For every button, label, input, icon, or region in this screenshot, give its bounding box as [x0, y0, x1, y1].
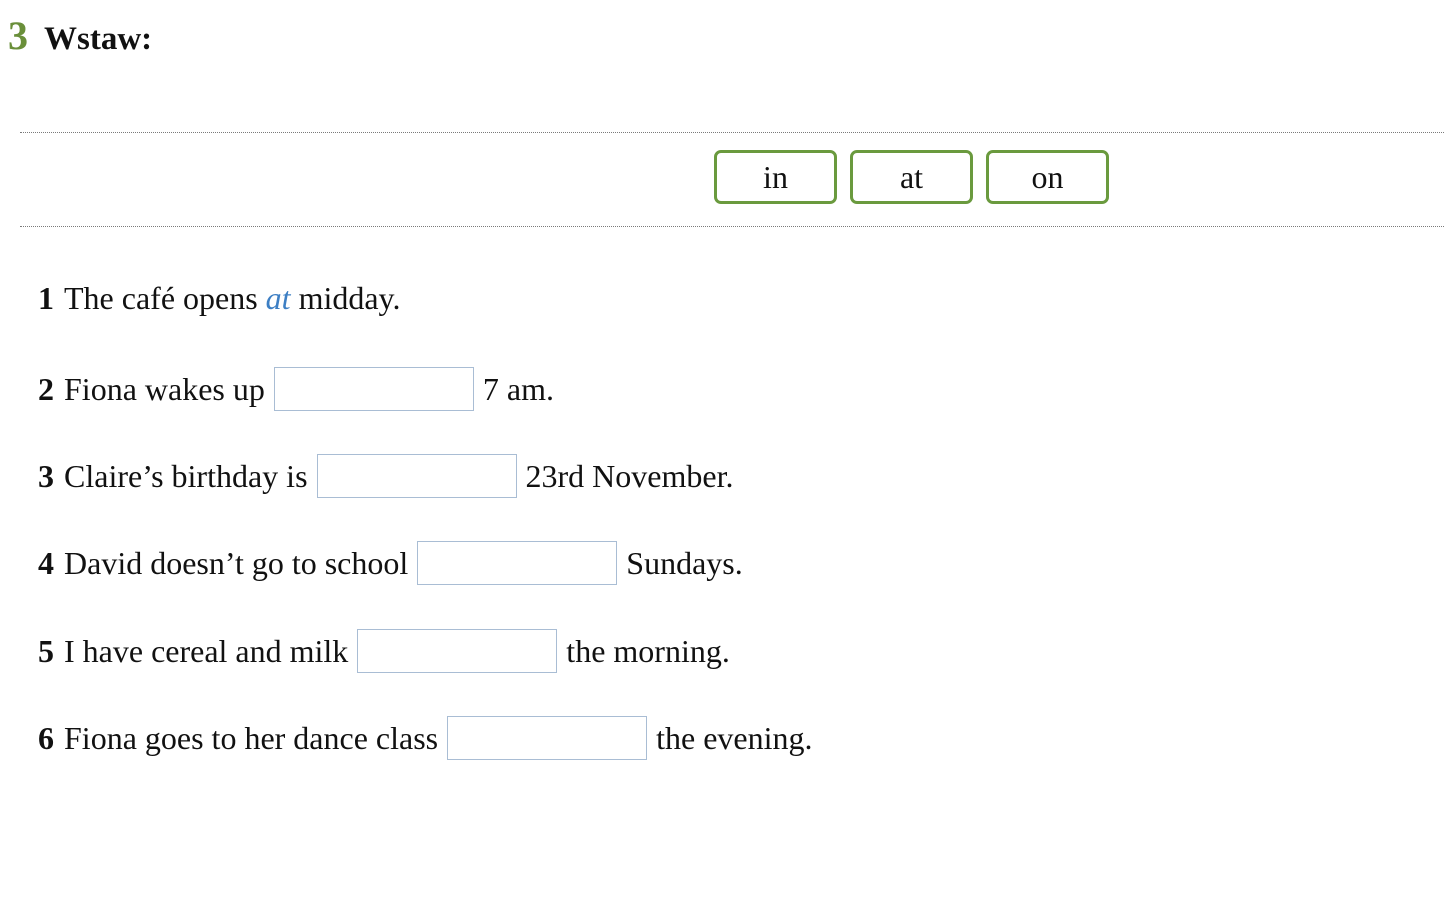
answer-gap-3[interactable]	[317, 454, 517, 498]
word-chip-at[interactable]: at	[850, 150, 973, 204]
sentence-text-after: Sundays.	[626, 544, 743, 581]
sentence-4	[38, 541, 743, 585]
sentence-text-before: The café opens	[64, 279, 258, 316]
sentence-text-after: 7 am.	[482, 370, 554, 407]
sentence-number: 3	[38, 457, 54, 494]
answer-gap-2[interactable]	[274, 367, 474, 411]
sentence-text-before: David doesn’t go to school	[64, 544, 409, 581]
sentence-5	[38, 629, 730, 673]
sentence-text-before: Fiona goes to her dance class	[64, 719, 439, 756]
sentence-2	[38, 367, 554, 411]
sentence-text-before: I have cereal and milk	[64, 632, 349, 669]
exercise-number: 3	[8, 13, 28, 58]
sentence-text-before: Claire’s birthday is	[64, 457, 308, 494]
sentence-text-before: Fiona wakes up	[64, 370, 265, 407]
example-answer: at	[265, 279, 291, 316]
sentence-text-after: 23rd November.	[525, 457, 734, 494]
word-bank-bottom-divider	[20, 226, 1444, 227]
sentence-1	[38, 276, 400, 320]
sentence-6	[38, 716, 813, 760]
sentence-text-after: the morning.	[566, 632, 730, 669]
sentence-3	[38, 454, 733, 498]
sentence-number: 2	[38, 370, 54, 407]
exercise-title: Wstaw:	[44, 21, 153, 57]
sentence-number: 5	[38, 632, 54, 669]
exercise-header	[8, 12, 152, 62]
sentence-number: 4	[38, 544, 54, 581]
answer-gap-6[interactable]	[447, 716, 647, 760]
answer-gap-4[interactable]	[417, 541, 617, 585]
sentence-number: 6	[38, 719, 54, 756]
word-bank	[714, 150, 1109, 204]
answer-gap-5[interactable]	[357, 629, 557, 673]
word-chip-on[interactable]: on	[986, 150, 1109, 204]
word-chip-in[interactable]: in	[714, 150, 837, 204]
sentence-number: 1	[38, 279, 54, 316]
sentence-text-after: midday.	[298, 279, 401, 316]
sentence-text-after: the evening.	[656, 719, 813, 756]
word-bank-top-divider	[20, 132, 1444, 133]
